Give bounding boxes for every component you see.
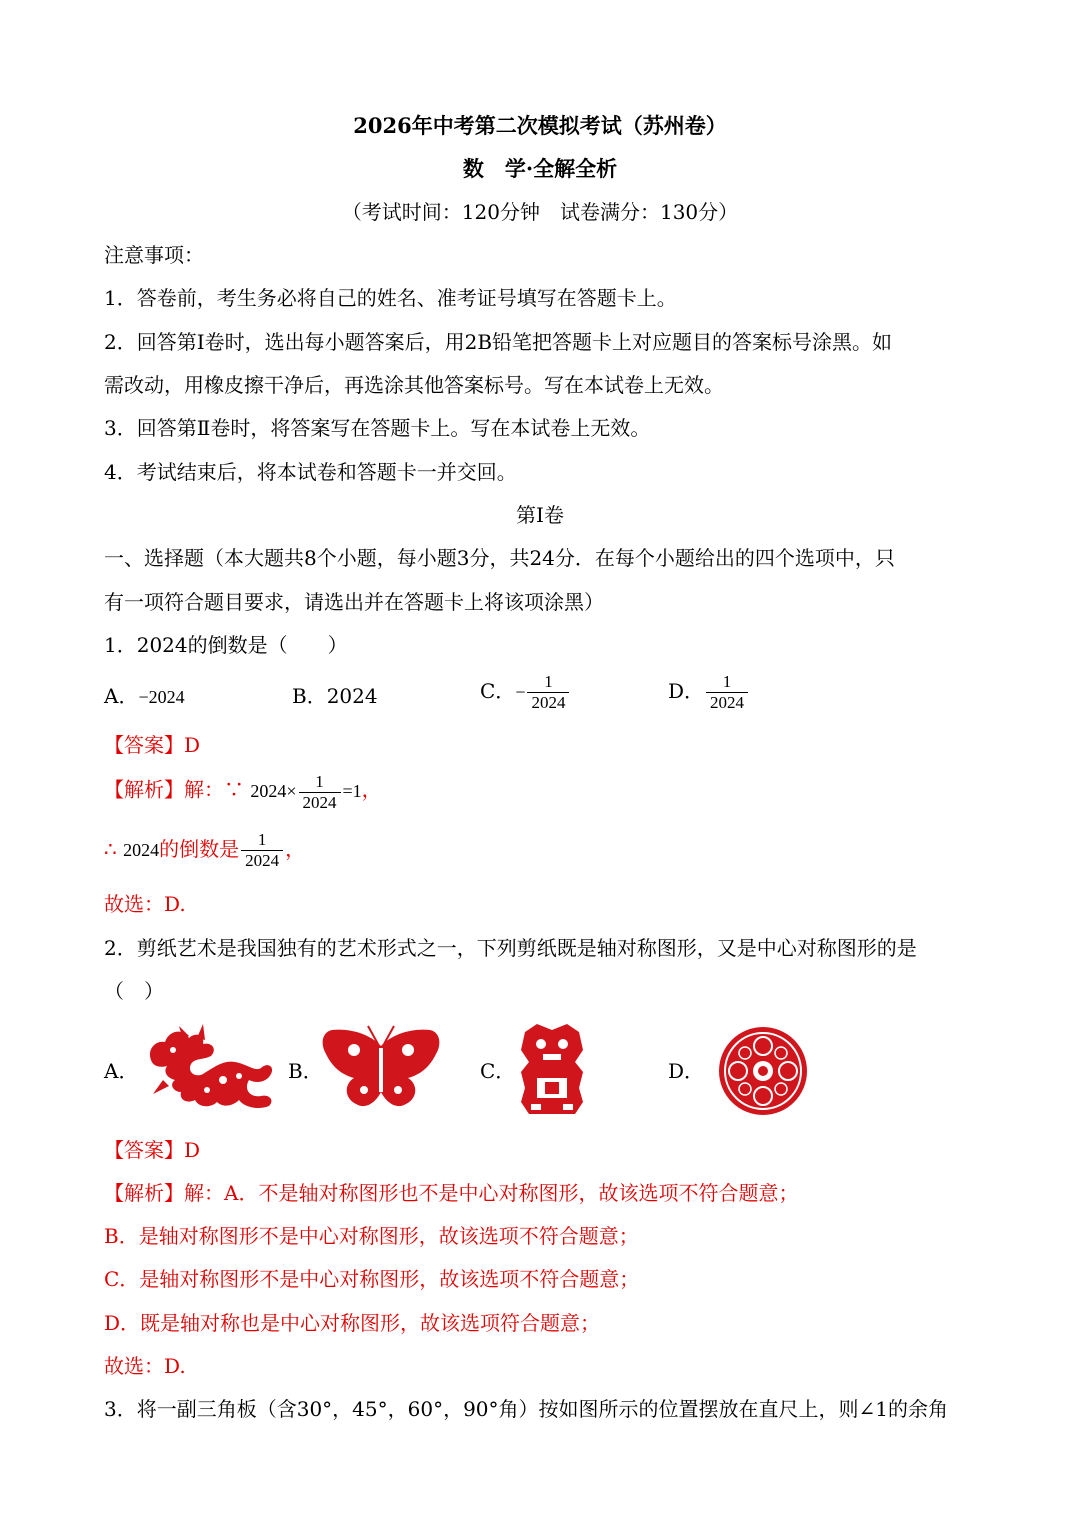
minus-sign: − <box>515 682 526 702</box>
q2-option-c-label: C． <box>480 1059 516 1083</box>
q2-answer: 【答案】D <box>104 1138 201 1162</box>
page-title: 2026年中考第二次模拟考试（苏州卷） <box>353 113 727 138</box>
paper-cut-round-flower-icon <box>716 1024 810 1118</box>
question-2-stem: 2．剪纸艺术是我国独有的艺术形式之一，下列剪纸既是轴对称图形，又是中心对称图形的是 <box>104 936 917 960</box>
q2-option-a-label: A． <box>104 1059 139 1083</box>
q2-option-b-label: B． <box>288 1059 323 1083</box>
because-symbol: ∵ <box>224 777 244 802</box>
fraction <box>706 672 748 713</box>
q2-choice: 故选：D. <box>104 1354 186 1378</box>
notice-item: 1．答卷前，考生务必将自己的姓名、准考证号填写在答题卡上。 <box>104 286 677 310</box>
notice-heading: 注意事项： <box>104 243 204 267</box>
option-label: A． <box>104 684 139 708</box>
q1-answer: 【答案】D <box>104 733 201 757</box>
exam-info: （考试时间：120分钟 试卷满分：130分） <box>341 200 739 224</box>
page-subtitle: 数 学·全解全析 <box>462 156 618 181</box>
conclusion-text: 的倒数是 <box>159 837 240 861</box>
question-2-stem: （ ） <box>104 979 164 1003</box>
eq-right: =1 <box>342 780 362 801</box>
option-value: 2024 <box>326 684 378 708</box>
eq-left: 2024× <box>250 780 297 801</box>
q2-analysis-line: D．既是轴对称也是中心对称图形，故该选项符合题意； <box>104 1311 601 1335</box>
option-label: C． <box>480 679 516 703</box>
q2-analysis-line: C．是轴对称图形不是中心对称图形，故该选项不符合题意； <box>104 1267 640 1291</box>
question-1-stem: 1．2024的倒数是（ ） <box>104 633 348 657</box>
section-intro: 一、选择题（本大题共8个小题，每小题3分，共24分．在每个小题给出的四个选项中，只 <box>104 546 895 570</box>
numerator: 1 <box>315 772 324 791</box>
numerator: 1 <box>722 672 732 691</box>
q2-analysis-line: B．是轴对称图形不是中心对称图形，故该选项不符合题意； <box>104 1224 639 1248</box>
q1-option-b <box>292 684 378 708</box>
numerator: 1 <box>544 672 553 691</box>
q2-analysis-line: 【解析】解：A．不是轴对称图形也不是中心对称图形，故该选项不符合题意； <box>104 1181 799 1205</box>
fraction <box>527 672 569 713</box>
option-label: B． <box>292 684 327 708</box>
equation <box>250 772 362 812</box>
therefore-symbol: ∴ <box>104 837 117 861</box>
paper-cut-lion-icon <box>517 1022 587 1116</box>
notice-item: 3．回答第Ⅱ卷时，将答案写在答题卡上。写在本试卷上无效。 <box>104 416 651 440</box>
fraction <box>299 772 341 813</box>
denominator: 2024 <box>706 692 748 713</box>
paper-cut-butterfly-icon <box>320 1024 442 1114</box>
q1-option-c <box>480 672 571 713</box>
q1-option-d <box>668 672 750 713</box>
q1-choice: 故选：D. <box>104 892 186 916</box>
analysis-label: 【解析】解： <box>104 777 224 802</box>
denominator: 2024 <box>527 692 569 713</box>
numerator: 1 <box>257 830 267 849</box>
comma: ， <box>285 837 306 861</box>
notice-item: 需改动，用橡皮擦干净后，再选涂其他答案标号。写在本试卷上无效。 <box>104 373 724 397</box>
notice-item: 2．回答第Ⅰ卷时，选出每小题答案后，用2B铅笔把答题卡上对应题目的答案标号涂黑。如 <box>104 330 893 354</box>
question-3-stem: 3．将一副三角板（含30°，45°，60°，90°角）按如图所示的位置摆放在直尺上，则∠1的余角 <box>104 1397 949 1421</box>
denominator: 2024 <box>299 792 341 813</box>
q1-analysis <box>104 772 382 813</box>
comma: ， <box>361 777 382 802</box>
q2-option-d-label: D． <box>668 1059 705 1083</box>
q1-conclusion <box>104 830 305 871</box>
notice-item: 4．考试结束后，将本试卷和答题卡一并交回。 <box>104 460 517 484</box>
q1-option-a <box>104 684 185 709</box>
denominator: 2024 <box>241 850 283 871</box>
option-value: −2024 <box>138 687 185 707</box>
fraction <box>241 830 283 871</box>
volume-heading: 第Ⅰ卷 <box>516 503 564 527</box>
option-label: D． <box>668 679 705 703</box>
section-intro: 有一项符合题目要求，请选出并在答题卡上将该项涂黑） <box>104 590 604 614</box>
paper-cut-dragon-icon <box>143 1020 283 1112</box>
conclusion-number: 2024 <box>123 840 160 860</box>
